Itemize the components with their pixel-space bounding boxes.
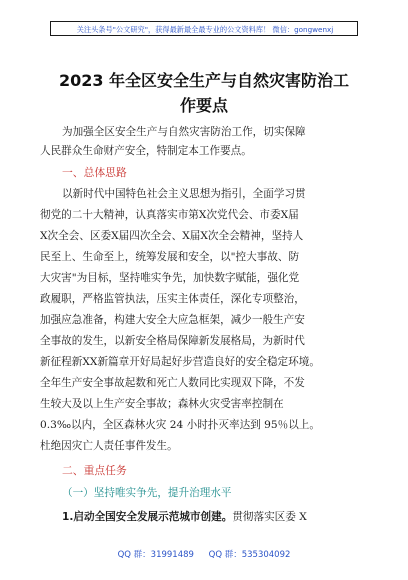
footer-qq1[interactable]: QQ 群：31991489 bbox=[117, 550, 194, 560]
body-line: 大灾害"为目标，坚持唯实争先，加快数字赋能，强化党 bbox=[40, 272, 300, 284]
document-title-line1: 2023 年全区安全生产与自然灾害防治工 bbox=[58, 71, 350, 90]
item1-lead: 1.启动全国安全发展示范城市创建。 bbox=[62, 511, 233, 523]
item1-rest: 贯彻落实区委 X bbox=[232, 511, 307, 523]
body-line: 彻党的二十大精神，认真落实市第X次党代会、市委X届 bbox=[40, 209, 299, 221]
body-line: 加强应急准备，构建大安全大应急框架，减少一般生产安 bbox=[40, 314, 305, 326]
body-line: 杜绝因灾亡人责任事件发生。 bbox=[40, 440, 178, 452]
section2-heading: 二、重点任务 bbox=[62, 464, 127, 477]
intro-line: 人民群众生命财产安全，特制定本工作要点。 bbox=[40, 145, 252, 157]
body-line: 全事故的发生，以新安全格局保障新发展格局，为新时代 bbox=[40, 335, 305, 347]
body-line: 全年生产安全事故起数和死亡人数同比实现双下降，不发 bbox=[40, 377, 305, 389]
footer bbox=[0, 548, 408, 560]
body-line: 0.3‰以内，全区森林火灾 24 小时扑灭率达到 95％以上。 bbox=[40, 419, 320, 431]
section1-heading: 一、总体思路 bbox=[62, 166, 127, 179]
banner-text[interactable]: 关注头条号"公文研究"，获得最新最全最专业的公文资料库！ 微信：gongwenxj bbox=[76, 25, 334, 34]
body-line: 新征程新XX新篇章开好局起好步营造良好的安全稳定环境。 bbox=[40, 356, 320, 368]
item1-line bbox=[62, 511, 307, 524]
body-line: 民至上、生命至上，统筹发展和安全，以"控大事故、防 bbox=[40, 251, 300, 263]
subsection1-heading: （一）坚持唯实争先，提升治理水平 bbox=[62, 487, 232, 499]
body-line: 政履职，严格监管执法，压实主体责任，深化专项整治， bbox=[40, 293, 305, 305]
body-line: 生较大及以上生产安全事故；森林火灾受害率控制在 bbox=[40, 398, 284, 410]
footer-qq2[interactable]: QQ 群：535304092 bbox=[208, 550, 291, 560]
intro-line: 为加强全区安全生产与自然灾害防治工作，切实保障 bbox=[62, 126, 306, 138]
body-line: X次全会、区委X届四次全会、X届X次全会精神，坚持人 bbox=[40, 230, 304, 242]
document-title-line2: 作要点 bbox=[179, 96, 228, 115]
body-line: 以新时代中国特色社会主义思想为指引，全面学习贯 bbox=[62, 188, 306, 200]
